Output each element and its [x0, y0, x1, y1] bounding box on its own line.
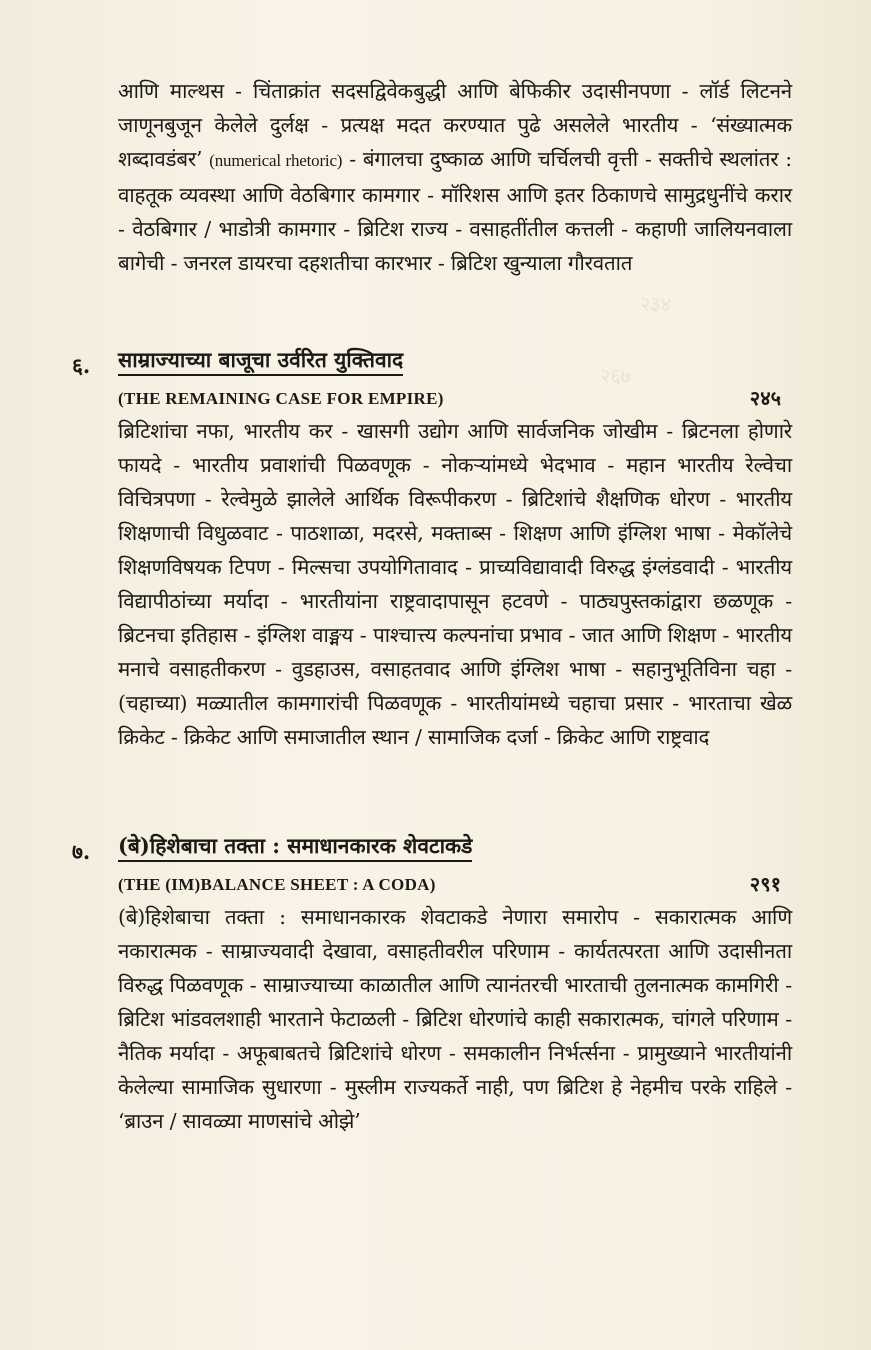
intro-text: आणि माल्थस - चिंताक्रांत सदसद्विवेकबुद्धी आणि बेफिकीर उदासीनपणा - लॉर्ड लिटनने जाणूनबुजून केलेले दुर्लक्ष - प्रत्यक्ष मदत करण्यात पुढे असलेले भारतीय - ‘संख्यात्मक शब्दावडंबर’: [118, 79, 792, 171]
chapter-number: ७.: [72, 839, 91, 864]
intro-english-term: (numerical rhetoric): [209, 151, 343, 170]
chapter-english-title: (THE (IM)BALANCE SHEET : A CODA): [118, 875, 436, 894]
chapter-title: (बे)हिशेबाचा तक्ता : समाधानकारक शेवटाकडे: [118, 832, 472, 862]
chapter-title: साम्राज्याच्या बाजूचा उर्वरित युक्तिवाद: [118, 346, 403, 376]
show-through-text: २३४: [640, 292, 672, 316]
chapter-summary: (बे)हिशेबाचा तक्ता : समाधानकारक शेवटाकडे नेणारा समारोप - सकारात्मक आणि नकारात्मक - साम्राज्यवादी देखावा, वसाहतीवरील परिणाम - कार्यतत्परता आणि उदासीनता विरुद्ध पिळवणूक - साम्राज्याच्या काळातील आणि त्यानंतरची भारताची तुलनात्मक कामगिरी - ब्रिटिश भांडवलशाही भारताने फेटाळली - ब्रिटिश धोरणांचे काही सकारात्मक, चांगले परिणाम - नैतिक मर्यादा - अफूबाबतचे ब्रिटिशांचे धोरण - समकालीन निर्भर्त्सना - प्रामुख्याने भारतीयांनी केलेल्या सामाजिक सुधारणा - मुस्लीम राज्यकर्ते नाही, पण ब्रिटिश हे नेहमीच परके राहिले - ‘ब्राउन / सावळ्या माणसांचे ओझे’: [118, 905, 792, 1133]
chapter-english-title: (THE REMAINING CASE FOR EMPIRE): [118, 389, 444, 408]
intro-paragraph: [118, 74, 792, 280]
chapter-summary: ब्रिटिशांचा नफा, भारतीय कर - खासगी उद्योग आणि सार्वजनिक जोखीम - ब्रिटनला होणारे फायदे - भारतीय प्रवाशांची पिळवणूक - नोकऱ्यांमध्ये भेदभाव - महान भारतीय रेल्वेचा विचित्रपणा - रेल्वेमुळे झालेले आर्थिक विरूपीकरण - ब्रिटिशांचे शैक्षणिक धोरण - भारतीय शिक्षणाची विधुळवाट - पाठशाळा, मदरसे, मक्ताब्स - शिक्षण आणि इंग्लिश भाषा - मेकॉलेचे शिक्षणविषयक टिपण - मिल्सचा उपयोगितावाद - प्राच्यविद्यावादी विरुद्ध इंग्लंडवादी - भारतीय विद्यापीठांच्या मर्यादा - भारतीयांना राष्ट्रवादापासून हटवणे - पाठ्यपुस्तकांद्वारा छळणूक - ब्रिटनचा इतिहास - इंग्लिश वाङ्मय - पाश्चात्त्य कल्पनांचा प्रभाव - जात आणि शिक्षण - भारतीय मनाचे वसाहतीकरण - वुडहाउस, वसाहतवाद आणि इंग्लिश भाषा - सहानुभूतिविना चहा - (चहाच्या) मळ्यातील कामगारांची पिळवणूक - भारतीयांमध्ये चहाचा प्रसार - भारताचा खेळ क्रिकेट - क्रिकेट आणि समाजातील स्थान / सामाजिक दर्जा - क्रिकेट आणि राष्ट्रवाद: [118, 419, 792, 749]
chapter-number: ६.: [72, 353, 91, 378]
chapter-page-number: २९१: [749, 872, 781, 896]
chapter-page-number: २४५: [749, 386, 781, 410]
show-through-text: २६७: [600, 364, 632, 388]
intro-text-after: - बंगालचा दुष्काळ आणि चर्चिलची वृत्ती - सक्तीचे स्थलांतर : वाहतूक व्यवस्था आणि वेठबिगार कामगार - मॉरिशस आणि इतर ठिकाणचे सामुद्रधुनींचे करार - वेठबिगार / भाडोत्री कामगार - ब्रिटिश राज्य - वसाहतींतील कत्तली - कहाणी जालियनवाला बागेची - जनरल डायरचा दहशतीचा कारभार - ब्रिटिश खुन्याला गौरवतात: [118, 147, 792, 275]
